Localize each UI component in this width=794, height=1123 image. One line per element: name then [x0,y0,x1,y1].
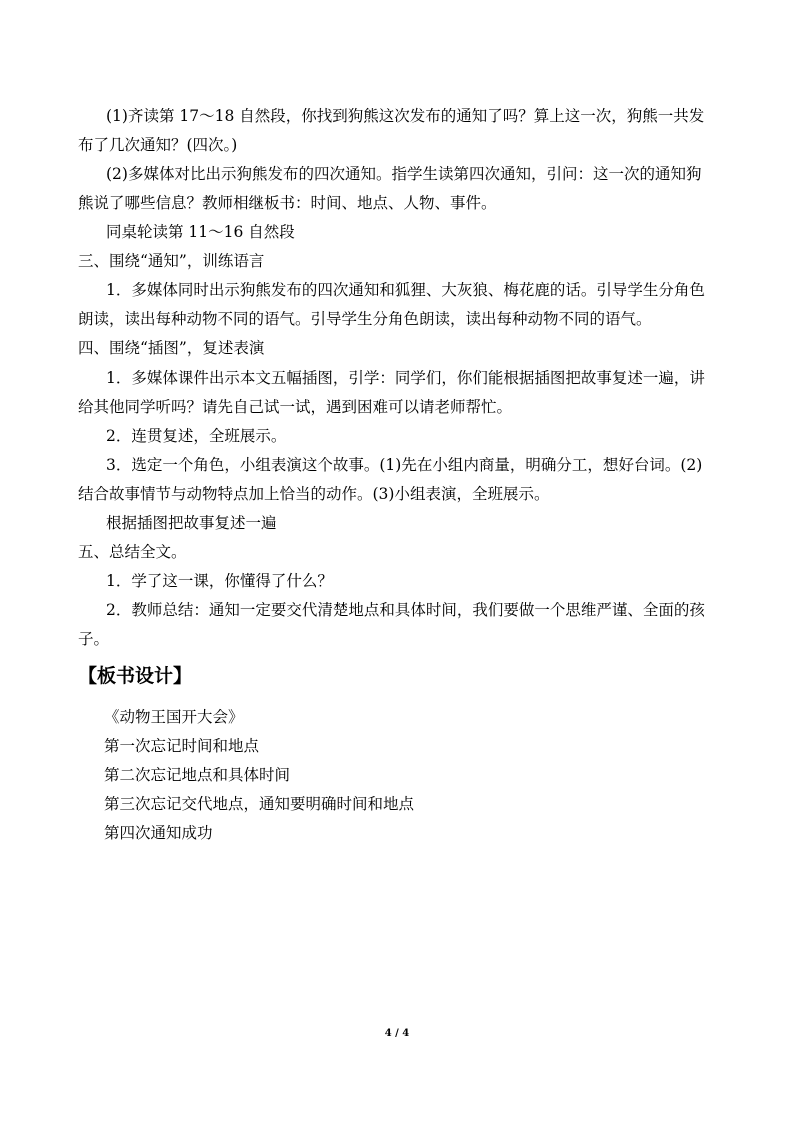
paragraph-line: 2．教师总结：通知一定要交代清楚地点和具体时间，我们要做一个思维严谨、全面的孩 [106,601,705,619]
board-line: 第三次忘记交代地点，通知要明确时间和地点 [104,795,415,813]
page-number: 4 / 4 [384,1028,410,1039]
board-line: 第一次忘记时间和地点 [104,737,260,755]
paragraph-line: 朗读，读出每种动物不同的语气。引导学生分角色朗读，读出每种动物不同的语气。 [78,310,652,328]
board-line: 《动物王国开大会》 [104,708,244,726]
paragraph-line: 同桌轮读第 11～16 自然段 [106,223,295,241]
board-line: 第四次通知成功 [104,824,213,842]
section-heading: 四、围绕“插图”，复述表演 [78,339,265,357]
board-line: 第二次忘记地点和具体时间 [104,766,291,784]
paragraph-line: 3．选定一个角色，小组表演这个故事。(1)先在小组内商量，明确分工，想好台词。(2) [106,456,703,474]
paragraph-line: 根据插图把故事复述一遍 [106,514,277,532]
paragraph-line: 1．多媒体课件出示本文五幅插图，引学：同学们，你们能根据插图把故事复述一遍，讲 [106,369,705,387]
board-design-heading: 【板书设计】 [78,665,193,687]
paragraph-line: 子。 [78,630,110,648]
section-heading: 三、围绕“通知”，训练语言 [78,252,265,270]
paragraph-line: 布了几次通知？(四次。) [78,136,238,154]
paragraph-line: 给其他同学听吗？请先自己试一试，遇到困难可以请老师帮忙。 [78,398,513,416]
paragraph-line: 结合故事情节与动物特点加上恰当的动作。(3)小组表演，全班展示。 [78,485,550,503]
paragraph-line: 熊说了哪些信息？教师相继板书：时间、地点、人物、事件。 [78,194,497,212]
section-heading: 五、总结全文。 [78,543,187,561]
paragraph-line: 1．多媒体同时出示狗熊发布的四次通知和狐狸、大灰狼、梅花鹿的话。引导学生分角色 [106,281,705,299]
paragraph-line: (1)齐读第 17～18 自然段，你找到狗熊这次发布的通知了吗？算上这一次，狗熊一共发 [106,107,705,125]
paragraph-line: 1．学了这一课，你懂得了什么？ [106,572,333,590]
paragraph-line: 2．连贯复述，全班展示。 [106,427,287,445]
paragraph-line: (2)多媒体对比出示狗熊发布的四次通知。指学生读第四次通知，引问：这一次的通知狗 [106,165,702,183]
